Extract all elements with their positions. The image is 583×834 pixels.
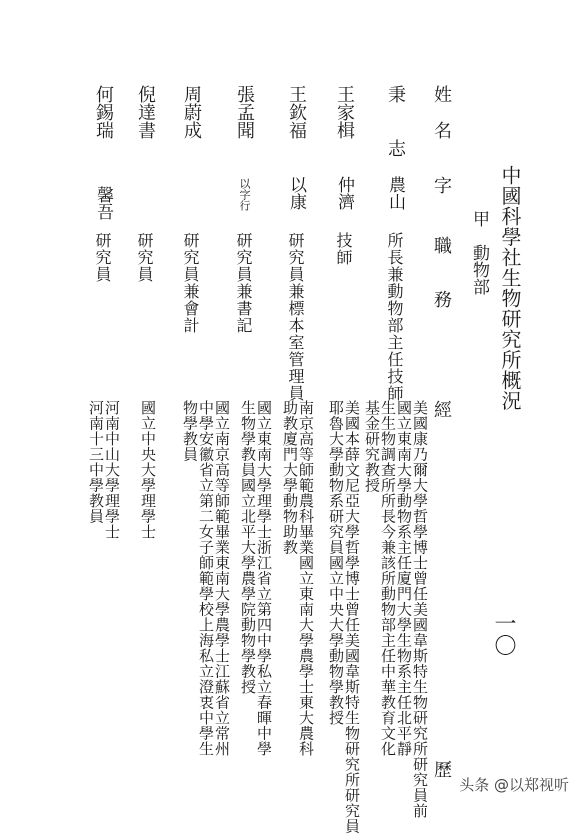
staff-name: 何錫瑞 [93, 85, 114, 139]
staff-name: 秉 志 [385, 85, 406, 157]
staff-resume-line: 南京高等師範農科畢業國立東南大學農學士東大農科 [297, 400, 315, 757]
header-resume: 經 歷 [431, 400, 452, 778]
header-duty: 職 務 [431, 236, 452, 308]
section-heading: 甲 動物部 [469, 210, 489, 295]
book-title: 中國科學社生物研究所概況 [498, 165, 522, 411]
staff-duty: 研究員兼標本室管理員 [286, 232, 305, 402]
staff-courtesy: 以康 [286, 176, 306, 210]
staff-resume-line: 國立東南大學理學士浙江省立第四中學私立春暉中學 [255, 400, 273, 757]
header-name: 姓 名 [431, 85, 452, 139]
staff-name: 倪達書 [135, 85, 156, 139]
staff-resume-line: 基金研究教授 [363, 400, 381, 493]
staff-name: 王欽福 [286, 85, 307, 139]
staff-resume-line: 國立南京高等師範畢業東南大學農學士江蘇省立常州 [213, 400, 231, 757]
staff-courtesy: 農山 [385, 176, 405, 210]
staff-duty: 研究員 [135, 232, 154, 283]
staff-resume-line: 國立中央大學理學士 [139, 400, 157, 540]
staff-resume-line: 物學教員 [181, 400, 199, 462]
watermark: 头条 @以郑视听 [459, 776, 569, 794]
staff-resume-line: 生物學教員國立北平大學農學院動物學教授 [239, 400, 257, 695]
staff-resume-line: 河南中山大學理學士 [103, 400, 121, 540]
staff-name: 王家楫 [334, 85, 355, 139]
staff-courtesy: 馨吾 [93, 186, 113, 220]
staff-resume-line: 耶魯大學動物系研究員國立中央大學動物學教授 [327, 400, 345, 726]
staff-resume-line: 中學安徽省立第二女子師範學校上海私立澄衷中學生 [197, 400, 215, 757]
staff-duty: 所長兼動物部主任技師 [385, 232, 404, 402]
staff-resume-line: 生生物調查所所長今兼該所動物部主任中華教育文化 [379, 400, 397, 757]
staff-courtesy: 以字行 [238, 178, 251, 211]
staff-duty: 研究員 [93, 232, 112, 283]
staff-name: 張孟聞 [234, 85, 255, 139]
header-courtesy: 字 [431, 176, 452, 194]
staff-duty: 研究員兼書記 [234, 232, 253, 334]
staff-duty: 研究員兼會計 [181, 232, 200, 334]
staff-resume-line: 美國本薛文尼亞大學哲學博士曾任美國韋斯特生物研究所研究員 [343, 400, 361, 834]
staff-resume-line: 國立東南大學動物系主任廈門大學生物系主任北平靜 [395, 400, 413, 757]
staff-resume-line: 河南十三中學教員 [87, 400, 105, 524]
staff-name: 周蔚成 [181, 85, 202, 139]
staff-courtesy: 仲濟 [334, 176, 354, 210]
page-number: 一〇 [491, 612, 516, 656]
staff-duty: 技師 [334, 232, 353, 266]
staff-resume-line: 助教廈門大學動物助教 [281, 400, 299, 555]
staff-resume-line: 美國康乃爾大學哲學博士曾任美國韋斯特生物研究所研究員前 [411, 400, 429, 819]
